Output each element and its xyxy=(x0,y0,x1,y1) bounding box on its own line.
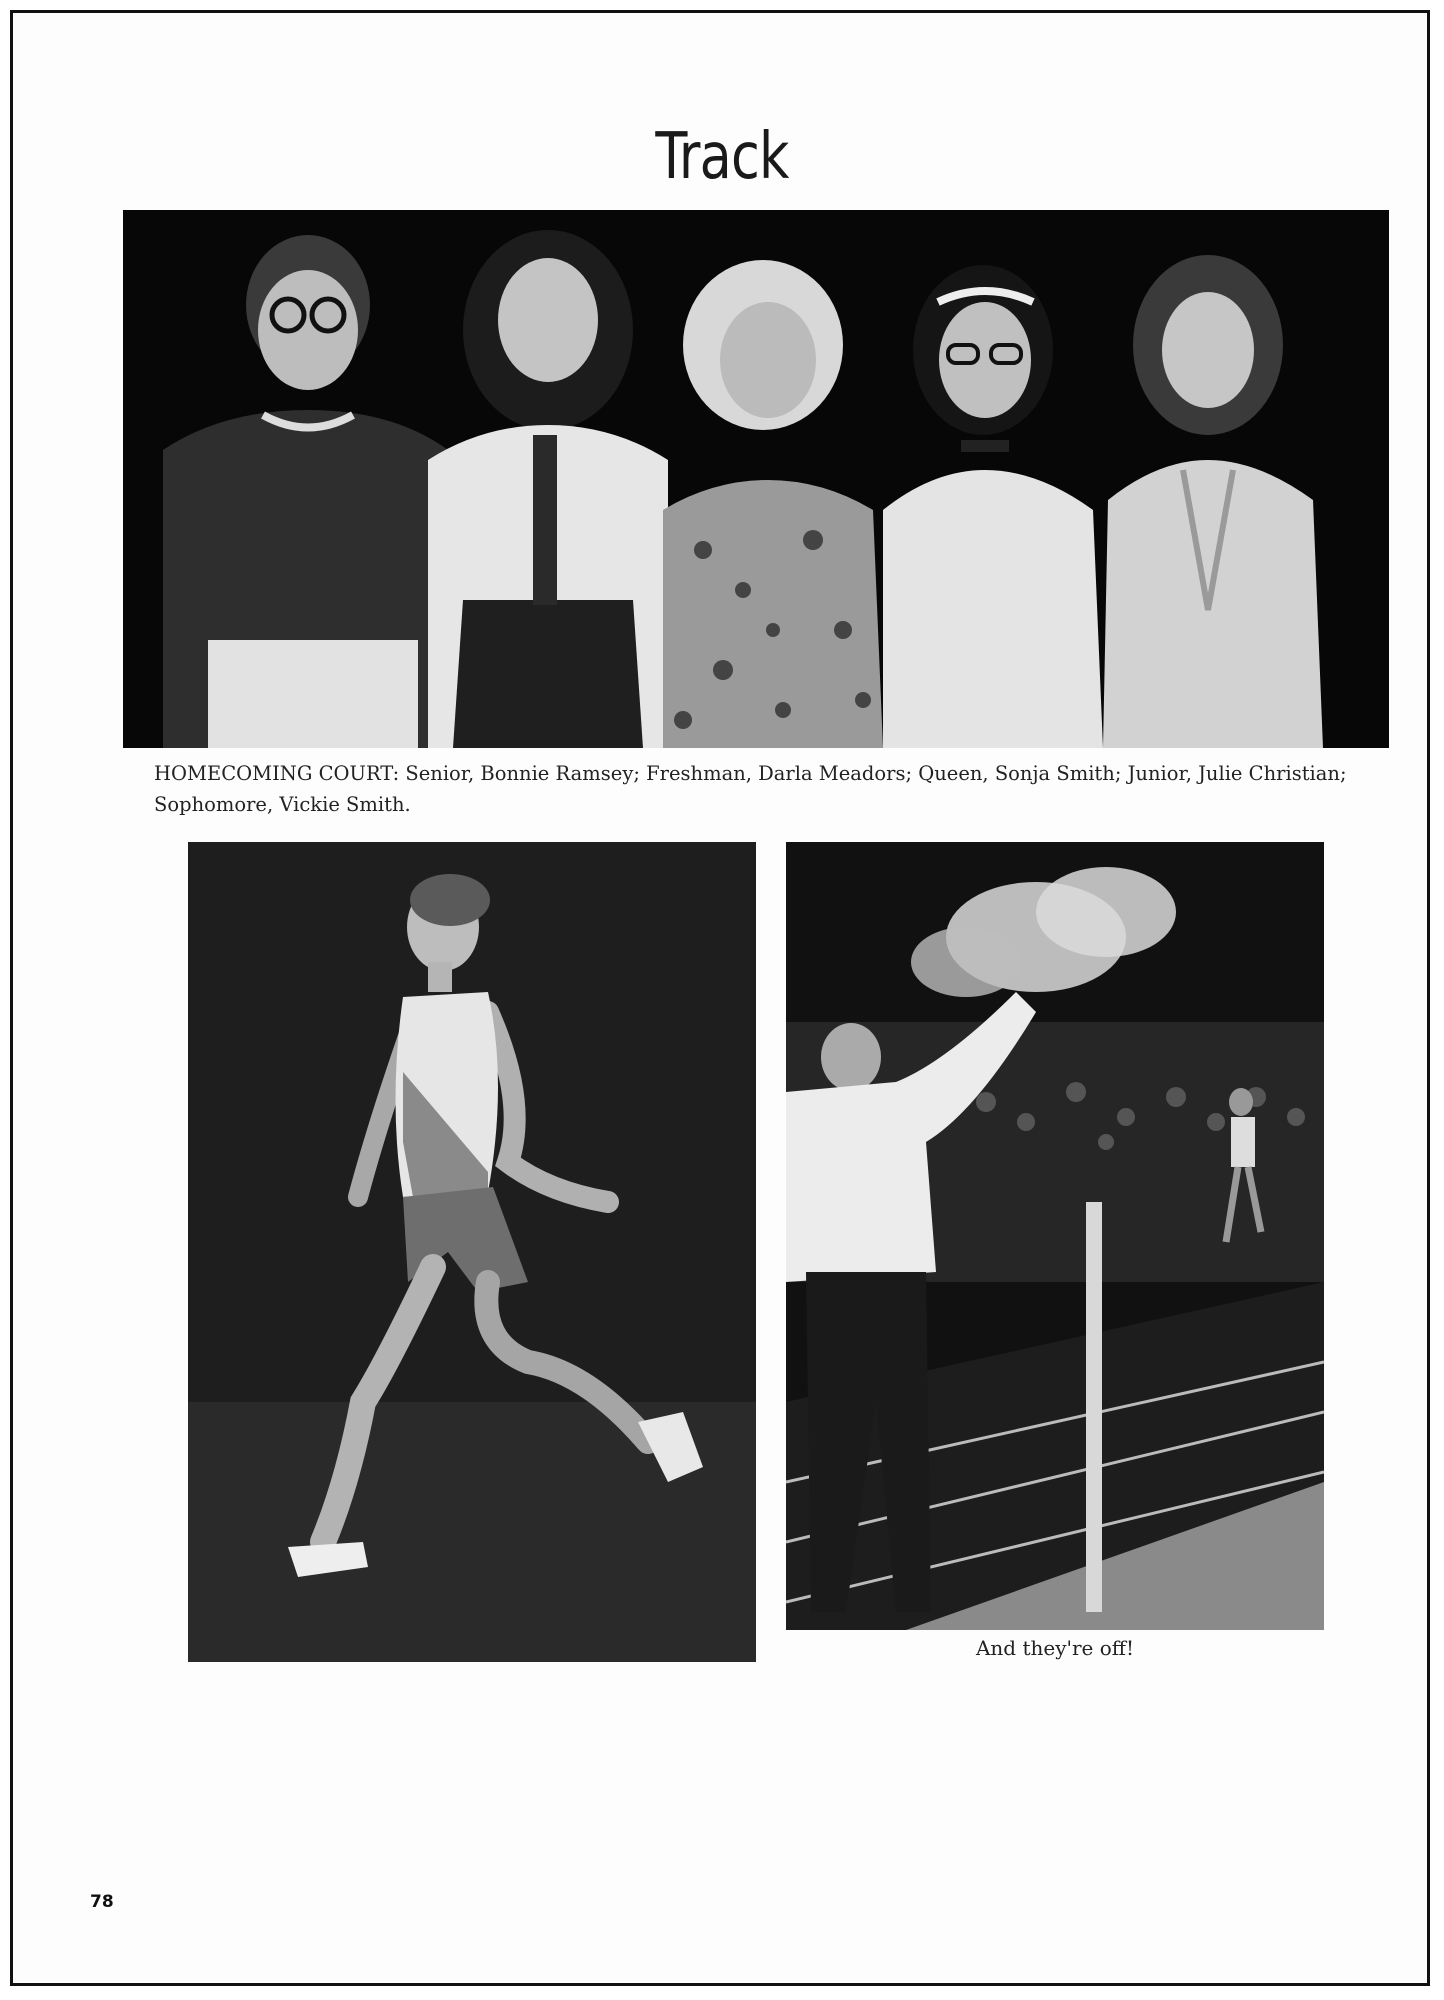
page-number: 78 xyxy=(90,1892,114,1912)
starter-photo xyxy=(786,842,1324,1630)
homecoming-court-photo xyxy=(123,210,1389,748)
runner-photo xyxy=(188,842,756,1662)
starter-photo-caption: And they're off! xyxy=(975,1636,1135,1660)
homecoming-court-caption: HOMECOMING COURT: Senior, Bonnie Ramsey; Freshman, Darla Meadors; Queen, Sonja Smith; Junior, Julie Christian; Sophomore, Vickie Smith. xyxy=(154,762,1347,816)
page-title: Track xyxy=(655,120,789,194)
